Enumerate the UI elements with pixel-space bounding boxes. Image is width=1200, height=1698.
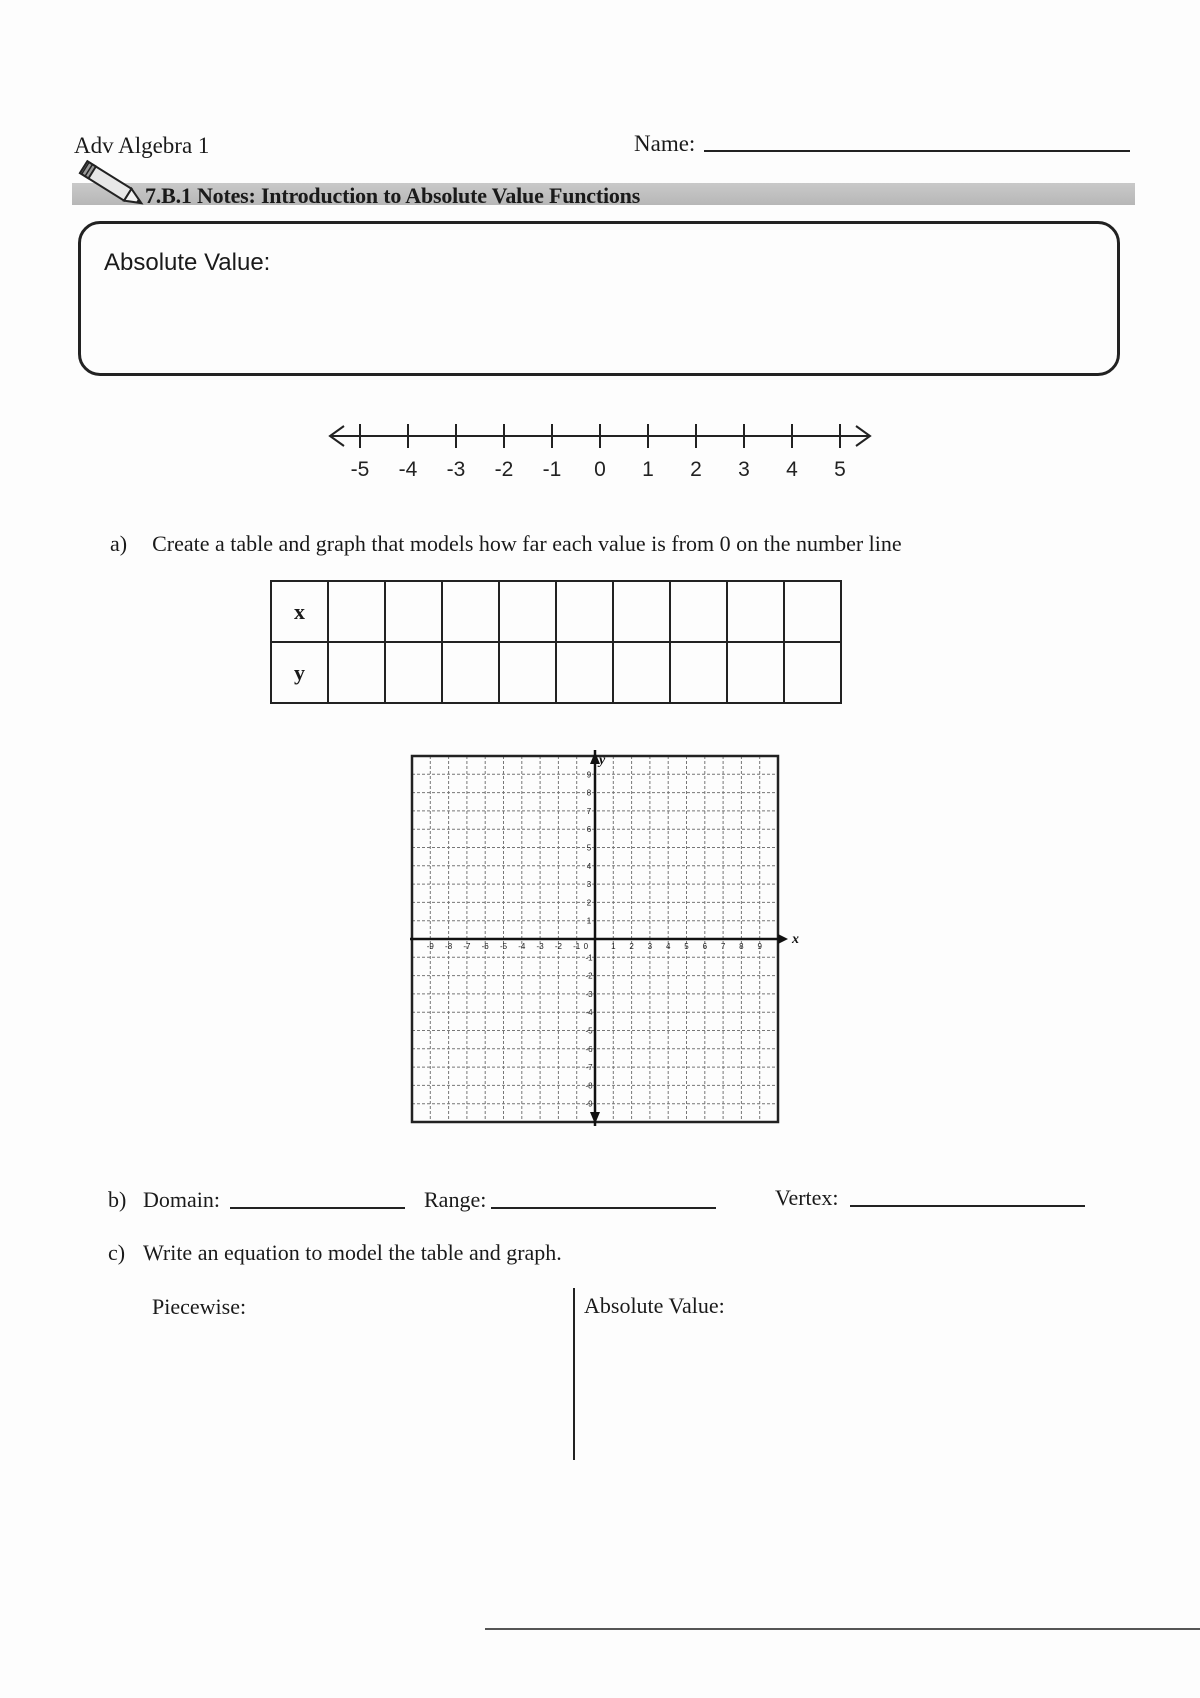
vertex-label: Vertex:	[775, 1185, 839, 1210]
x-tick-label: 5	[684, 942, 689, 951]
table-cell[interactable]	[328, 581, 385, 642]
table-cell[interactable]	[556, 642, 613, 703]
table-cell[interactable]	[442, 581, 499, 642]
domain-label: Domain:	[143, 1187, 220, 1212]
number-line-label: 0	[594, 458, 606, 481]
name-label: Name:	[634, 131, 696, 156]
x-tick-label: 9	[757, 942, 762, 951]
number-line-label: 3	[738, 458, 750, 481]
x-tick-label: -7	[463, 942, 471, 951]
y-tick-label: 3	[586, 880, 592, 890]
x-axis-label: x	[792, 932, 799, 947]
table-cell[interactable]	[385, 581, 442, 642]
table-cell[interactable]	[328, 642, 385, 703]
x-tick-label: -4	[518, 942, 526, 951]
table-cell[interactable]	[727, 642, 784, 703]
table-cell[interactable]	[670, 642, 727, 703]
number-line-label: 2	[690, 458, 702, 481]
table-row-header: y	[271, 642, 328, 703]
table-cell[interactable]	[613, 642, 670, 703]
name-blank[interactable]	[704, 150, 1130, 152]
table-row-y	[271, 642, 841, 703]
x-tick-label: 8	[739, 942, 744, 951]
x-tick-label: 0	[583, 942, 589, 951]
number-line	[320, 418, 880, 488]
x-tick-label: 2	[629, 942, 634, 951]
y-tick-label: -6	[585, 1044, 593, 1054]
y-tick-label: -3	[585, 989, 593, 999]
y-tick-label: 4	[586, 861, 592, 871]
pencil-icon	[72, 162, 152, 210]
domain-blank[interactable]	[230, 1207, 405, 1209]
x-tick-label: 6	[702, 942, 708, 951]
x-tick-label: -3	[536, 942, 544, 951]
question-a	[110, 531, 902, 557]
answer-divider	[573, 1288, 575, 1460]
y-tick-label: -2	[585, 971, 593, 981]
x-tick-label: -2	[554, 942, 562, 951]
x-tick-label: -5	[499, 942, 508, 951]
y-tick-label: 2	[586, 898, 592, 908]
vertex-blank[interactable]	[850, 1205, 1085, 1207]
y-axis-label: y	[599, 753, 606, 768]
table-cell[interactable]	[784, 642, 841, 703]
x-tick-label: 3	[647, 942, 653, 951]
piecewise-label: Piecewise:	[152, 1294, 247, 1319]
absolute-value-label: Absolute Value:	[584, 1293, 725, 1318]
x-tick-label: -1	[573, 942, 581, 951]
table-cell[interactable]	[499, 642, 556, 703]
table-cell[interactable]	[442, 642, 499, 703]
coordinate-grid[interactable]	[408, 752, 798, 1142]
table-cell[interactable]	[784, 581, 841, 642]
y-tick-label: 7	[586, 806, 592, 816]
x-tick-label: 7	[720, 942, 726, 951]
number-line-label: -5	[350, 458, 370, 481]
y-tick-label: 6	[586, 825, 592, 835]
question-c-text: Write an equation to model the table and graph.	[143, 1240, 562, 1265]
y-tick-label: 8	[586, 788, 592, 798]
page-title: 7.B.1 Notes: Introduction to Absolute Value Functions	[145, 183, 641, 208]
y-tick-label: -7	[585, 1063, 593, 1073]
question-c-marker: c)	[108, 1240, 126, 1265]
question-a-marker: a)	[110, 531, 128, 556]
x-axis-arrow-icon	[778, 934, 788, 944]
page-bottom-rule	[485, 1628, 1200, 1630]
number-line-label: -1	[542, 458, 562, 481]
table-row-x	[271, 581, 841, 642]
number-line-label: 4	[786, 458, 798, 481]
table-cell[interactable]	[499, 581, 556, 642]
y-tick-label: -5	[585, 1026, 593, 1036]
number-line-label: 5	[834, 458, 846, 481]
x-tick-label: -8	[445, 942, 453, 951]
xy-table	[270, 580, 842, 704]
y-tick-label: 5	[586, 843, 592, 853]
y-tick-label: -4	[585, 1008, 593, 1018]
table-cell[interactable]	[670, 581, 727, 642]
table-cell[interactable]	[613, 581, 670, 642]
y-tick-label: -9	[585, 1099, 593, 1109]
y-tick-label: 9	[586, 770, 592, 780]
number-line-label: 1	[642, 458, 654, 481]
definition-box	[78, 221, 1120, 376]
definition-label: Absolute Value:	[104, 249, 271, 276]
table-cell[interactable]	[385, 642, 442, 703]
x-tick-label: -9	[426, 942, 434, 951]
x-tick-label: -6	[481, 942, 489, 951]
number-line-label: -2	[494, 458, 514, 481]
table-cell[interactable]	[727, 581, 784, 642]
x-tick-label: 1	[611, 942, 616, 951]
number-line-label: -4	[398, 458, 418, 481]
question-a-text: Create a table and graph that models how far each value is from 0 on the number line	[152, 531, 902, 556]
y-tick-label: 1	[586, 916, 592, 926]
course-title: Adv Algebra 1	[74, 133, 210, 158]
question-b-marker: b)	[108, 1187, 127, 1212]
x-tick-label: 4	[665, 942, 671, 951]
number-line-label: -3	[446, 458, 466, 481]
table-cell[interactable]	[556, 581, 613, 642]
range-blank[interactable]	[491, 1207, 716, 1209]
table-row-header: x	[271, 581, 328, 642]
range-label: Range:	[424, 1187, 487, 1212]
y-tick-label: -8	[585, 1081, 593, 1091]
y-tick-label: -1	[585, 953, 593, 963]
